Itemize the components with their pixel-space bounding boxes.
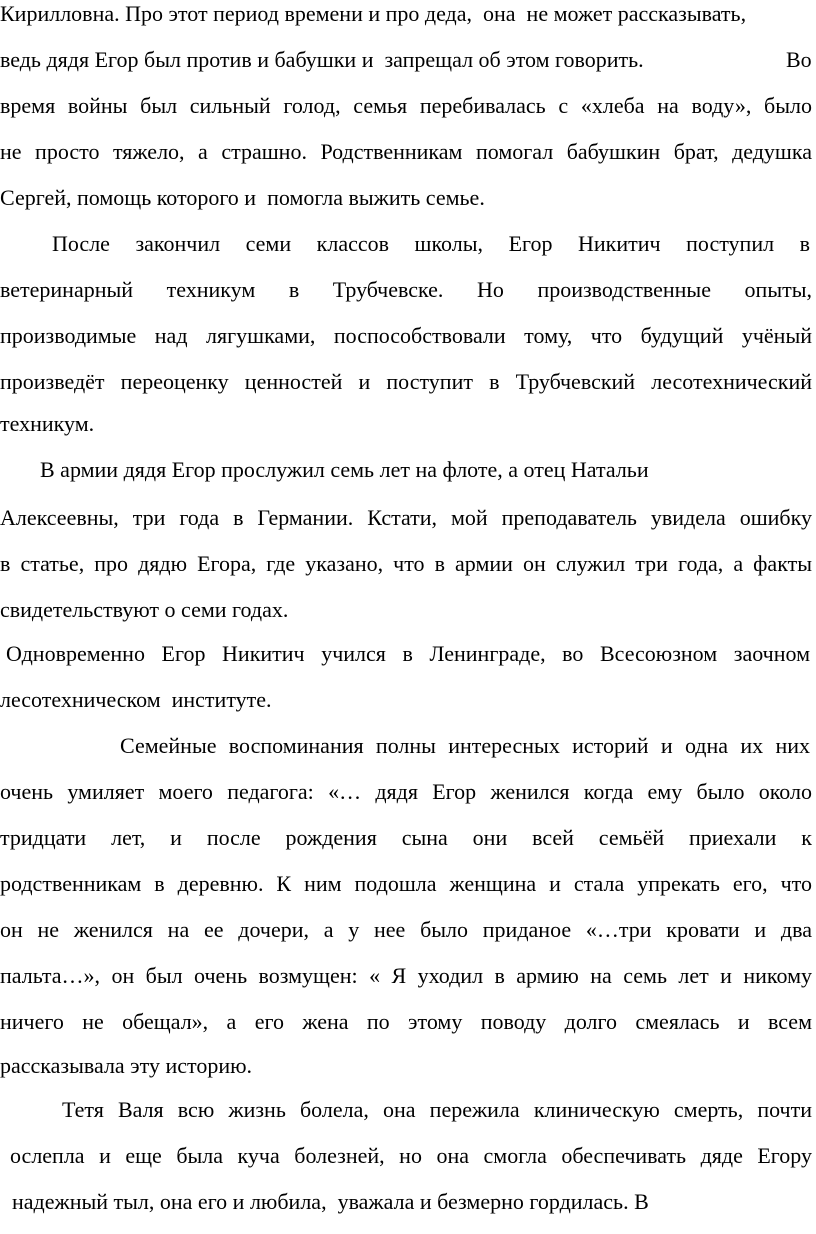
text-line: надежный тыл, она его и любила, уважала и безмерно гордилась. В [12, 1189, 649, 1214]
text-line: ничего не обещал», а его жена по этому поводу долго смеялась и всем [0, 1009, 812, 1034]
text-line: в статье, про дядю Егора, где указано, что в армии он служил три года, а факты [0, 551, 812, 576]
text-line: После закончил семи классов школы, Егор Никитич поступил в [52, 231, 810, 256]
text-line: Сергей, помощь которого и помогла выжить семье. [0, 185, 485, 210]
text-line: время войны был сильный голод, семья перебивалась с «хлеба на воду», было [0, 93, 812, 118]
text-line: пальта…», он был очень возмущен: « Я уходил в армию на семь лет и никому [0, 963, 812, 988]
text-line: Семейные воспоминания полны интересных историй и одна их них [120, 733, 810, 758]
text-line: свидетельствуют о семи годах. [0, 597, 289, 622]
text-line: произведёт переоценку ценностей и поступит в Трубчевский лесотехнический [0, 369, 812, 394]
text-line: ветеринарный техникум в Трубчевске. Но производственные опыты, [0, 277, 812, 302]
text-line: ослепла и еще была куча болезней, но она смогла обеспечивать дяде Егору [10, 1143, 812, 1168]
text-line: В армии дядя Егор прослужил семь лет на флоте, а отец Натальи [40, 457, 649, 482]
text-line: Алексеевны, три года в Германии. Кстати, мой преподаватель увидела ошибку [0, 505, 812, 530]
text-line: он не женился на ее дочери, а у нее было приданое «…три кровати и два [0, 917, 812, 942]
text-line: техникум. [0, 411, 95, 436]
text-line: рассказывала эту историю. [0, 1053, 253, 1078]
text-line: Кирилловна. Про этот период времени и про деда, она не может рассказывать, [0, 1, 747, 26]
text-line: Во [786, 47, 812, 72]
text-line: производимые над лягушками, поспособствовали тому, что будущий учёный [0, 323, 812, 348]
text-line: ведь дядя Егор был против и бабушки и запрещал об этом говорить. [0, 47, 644, 72]
text-line: родственникам в деревню. К ним подошла женщина и стала упрекать его, что [0, 871, 812, 896]
text-line: не просто тяжело, а страшно. Родственникам помогал бабушкин брат, дедушка [0, 139, 812, 164]
text-line: лесотехническом институте. [0, 687, 272, 712]
text-line: Тетя Валя всю жизнь болела, она пережила клиническую смерть, почти [62, 1097, 812, 1122]
text-line: Одновременно Егор Никитич учился в Ленинграде, во Всесоюзном заочном [6, 641, 810, 666]
text-line: очень умиляет моего педагога: «… дядя Егор женился когда ему было около [0, 779, 812, 804]
text-line: тридцати лет, и после рождения сына они всей семьёй приехали к [0, 825, 812, 850]
